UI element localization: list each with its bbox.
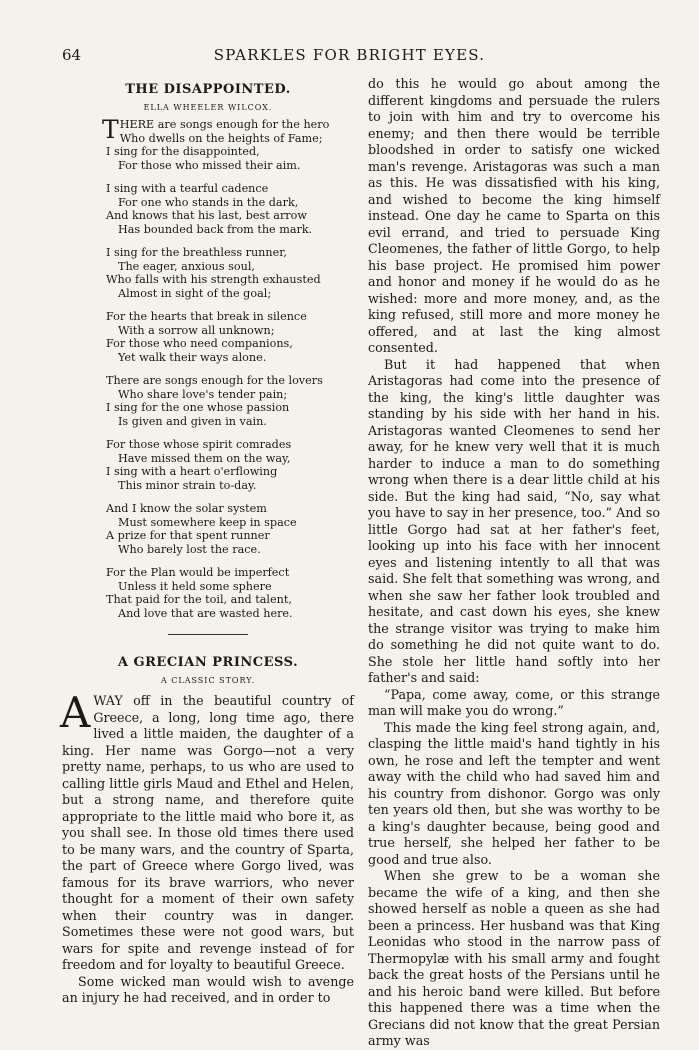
poem-line: I sing with a tearful cadence <box>106 182 269 195</box>
stanza <box>106 438 354 492</box>
section-divider <box>168 634 248 635</box>
poem-line: A prize for that spent runner <box>106 529 270 542</box>
poem-line: For those who missed their aim. <box>118 158 301 172</box>
poem-author: ELLA WHEELER WILCOX. <box>143 103 273 112</box>
story-title: A GRECIAN PRINCESS. <box>117 655 299 670</box>
poem-line: Who falls with his strength exhausted <box>106 273 321 286</box>
story-paragraph <box>60 688 354 974</box>
stanza <box>106 246 354 300</box>
poem-line: The eager, anxious soul, <box>118 259 255 273</box>
poem-line: For one who stands in the dark, <box>118 195 299 209</box>
story-paragraph: This made the king feel strong again, and, clasping the little maid's hand tightly in his own, he rose and left the tempter and went away with the child who had saved him and his country from dishonor. Gorgo was only ten years old then, but she was worthy to be a king's daughter because, being good and true herself, she helped her father to be good and true also. <box>368 719 660 867</box>
poem-line: Yet walk their ways alone. <box>118 350 267 364</box>
page-header <box>0 46 699 70</box>
poem-line: For those who need companions, <box>106 337 293 350</box>
poem-line: Who barely lost the race. <box>118 542 261 556</box>
poem-line: This minor strain to-day. <box>118 478 257 492</box>
stanza <box>106 310 354 364</box>
poem-line: Have missed them on the way, <box>118 451 291 465</box>
drop-cap: T <box>102 115 119 144</box>
poem-line: I sing for the one whose passion <box>106 401 290 414</box>
story-paragraph: When she grew to be a woman she became the wife of a king, and then she showed herself as noble a queen as she had been a princess. Her husband was that King Leonidas who stood in the narrow pass of Thermopylæ with his small army and fought back the great hosts of the Persians until he and his heroic band were killed. But before this happened there was a time when the Grecians did not know that the great Persian army was <box>368 868 660 1048</box>
poem-line: And love that are wasted here. <box>118 606 293 620</box>
poem-line: With a sorrow all unknown; <box>118 323 275 337</box>
poem-line: For the Plan would be imperfect <box>106 566 290 579</box>
story-paragraph: “Papa, come away, come, or this strange man will make you do wrong.” <box>368 686 660 718</box>
poem-line: For the hearts that break in silence <box>106 310 307 323</box>
poem-line: Has bounded back from the mark. <box>118 222 313 236</box>
poem-line: And knows that his last, best arrow <box>106 209 307 222</box>
stanza <box>106 566 354 620</box>
story-paragraph: Some wicked man would wish to avenge an injury he had received, and in order to <box>62 973 354 1005</box>
drop-cap: A <box>60 688 91 737</box>
story-subtitle: A CLASSIC STORY. <box>160 676 256 685</box>
story-paragraph: But it had happened that when Aristagoras had come into the presence of the king, the king's little daughter was standing by his side with her hand in his. Aristagoras wanted Cleomenes to send her away, for he knew very well that it is much harder to induce a man to do something wrong when there is a dear little child at his side. But the king had said, “No, say what you have to say in her presence, too.” And so little Gorgo had sat at her father's feet, looking up into his face with her innocent eyes and listening intently to all that was said. She felt that something was wrong, and when she saw her father look troubled and hesitate, and cast down his eyes, she knew the strange visitor was trying to make him do something he did not quite want to do. She stole her little hand softly into her father's and said: <box>368 356 660 685</box>
story-paragraph: do this he would go about among the different kingdoms and persuade the rulers to join with him and try to overcome his enemy; and then there would be terrible bloodshed in order to satisfy one wicked man's revenge. Aristagoras was such a man as this. He was dissatisfied with his king, and wished to become the king himself instead. One day he came to Sparta on this evil errand, and tried to persuade King Cleomenes, the father of little Gorgo, to help his base project. He promised him power and honor and money if he would do as he wished: more and more money, and, as the king refused, still more and more money he offered, and at last the king almost consented. <box>368 76 660 355</box>
stanza <box>102 115 354 172</box>
poem-line: For those whose spirit comrades <box>106 438 292 451</box>
poem-line: Unless it held some sphere <box>118 579 272 593</box>
poem-line: I sing for the breathless runner, <box>106 246 287 259</box>
poem-line: There are songs enough for the lovers <box>106 374 323 387</box>
page-number: 64 <box>62 46 82 64</box>
poem-line: Must somewhere keep in space <box>118 515 297 529</box>
paragraph-text: WAY off in the beautiful country of Greece, a long, long time ago, there lived a little maiden, the daughter of a king. Her name was Gorgo—not a very pretty name, perhaps, to us who are used to calling little girls Maud and Ethel and Helen, but a strong name, and therefore quite appropriate to the little maid who bore it, as you shall see. In those old times there used to be many wars, and the country of Sparta, the part of Greece where Gorgo lived, was famous for its brave warriors, who never thought for a moment of their own safety when their country was in danger. Sometimes these were not good wars, but wars for spite and revenge instead of for freedom and for loyalty to beautiful Greece. <box>62 693 354 972</box>
right-column <box>368 76 660 1050</box>
stanza <box>106 502 354 556</box>
stanza <box>106 182 354 236</box>
poem-title: THE DISAPPOINTED. <box>125 82 291 97</box>
poem-line: Almost in sight of the goal; <box>118 286 272 300</box>
left-column <box>62 76 354 1007</box>
stanza <box>106 374 354 428</box>
poem-line: I sing for the disappointed, <box>106 145 260 158</box>
poem-line: Who dwells on the heights of Fame; <box>119 131 323 145</box>
running-head: SPARKLES FOR BRIGHT EYES. <box>213 46 486 64</box>
poem-line: And I know the solar system <box>106 502 267 515</box>
poem-line: I sing with a heart o'erflowing <box>106 465 278 478</box>
poem-line: That paid for the toil, and talent, <box>106 593 292 606</box>
poem-line: HERE are songs enough for the hero <box>119 118 330 131</box>
poem-line: Is given and given in vain. <box>118 414 267 428</box>
poem-line: Who share love's tender pain; <box>118 387 288 401</box>
